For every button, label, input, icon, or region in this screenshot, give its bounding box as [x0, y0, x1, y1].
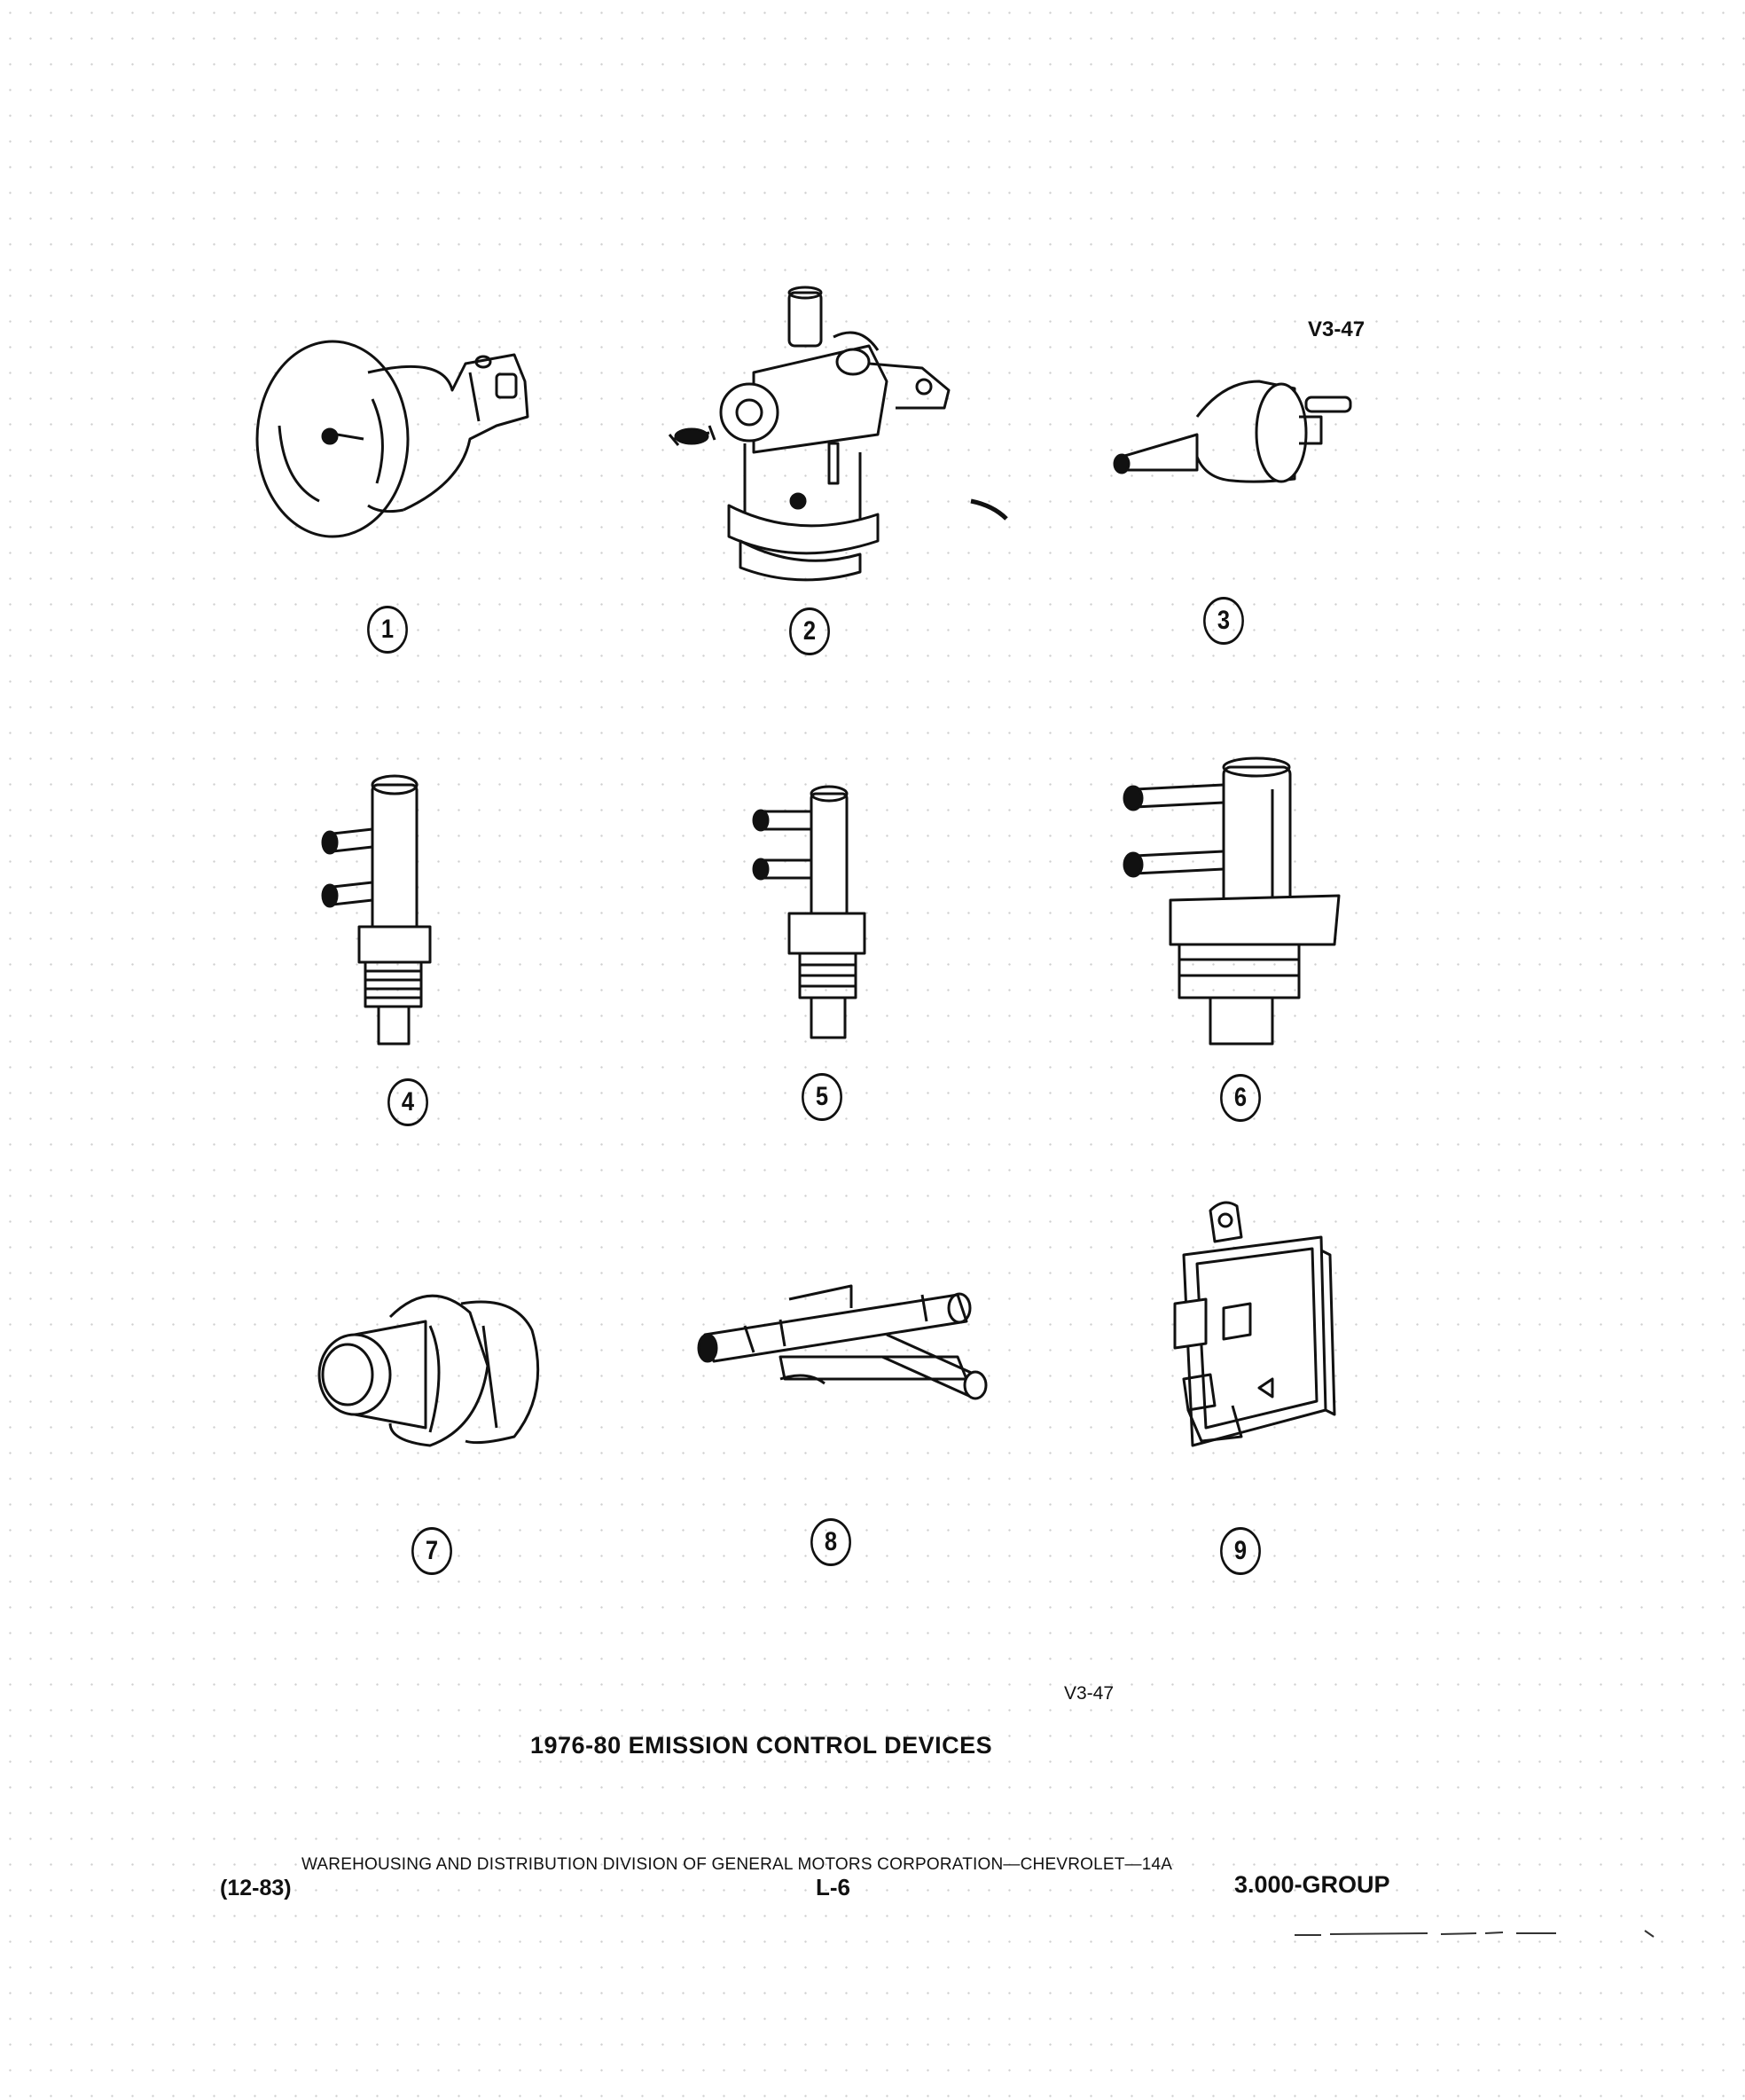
vacuum-diaphragm-drawing: [213, 293, 603, 612]
part-illustration-1: [213, 293, 603, 612]
callout-9: 9: [1220, 1527, 1261, 1575]
part-cell-6: [1099, 754, 1490, 1215]
footer-date-code: (12-83): [220, 1876, 292, 1900]
part-cell-5: [656, 763, 1046, 1224]
part-illustration-5: [656, 763, 1046, 1082]
part-cell-7: [231, 1224, 621, 1685]
thermal-vacuum-switch-drawing-3: [1099, 754, 1490, 1073]
air-switching-valve-drawing: [656, 275, 1046, 594]
callout-3: 3: [1203, 597, 1244, 645]
part-illustration-6: [1099, 754, 1490, 1073]
hose-fitting-drawing: [674, 1224, 1064, 1543]
part-illustration-8: [674, 1224, 1064, 1543]
part-illustration-9: [1117, 1188, 1507, 1508]
footer-group: 3.000-GROUP: [1234, 1871, 1390, 1898]
part-cell-8: [674, 1224, 1064, 1685]
part-cell-3: [1099, 293, 1490, 754]
footer-division-line: WAREHOUSING AND DISTRIBUTION DIVISION OF GENERAL MOTORS CORPORATION—CHEVROLET—14A: [301, 1855, 1173, 1874]
figure-reference-top: V3-47: [1308, 317, 1365, 341]
part-illustration-4: [213, 763, 603, 1082]
callout-7: 7: [411, 1527, 452, 1575]
part-cell-2: [656, 275, 1046, 736]
pcv-valve-drawing: [231, 1224, 621, 1543]
part-illustration-3: [1099, 293, 1490, 612]
callout-5: 5: [802, 1073, 842, 1121]
callout-2: 2: [789, 607, 830, 655]
callout-8: 8: [810, 1518, 851, 1566]
part-illustration-7: [231, 1224, 621, 1543]
scan-artifact-dashes: [1295, 1926, 1667, 1944]
thermal-vacuum-switch-drawing-1: [213, 763, 603, 1082]
check-valve-drawing: [1099, 293, 1490, 612]
callout-4: 4: [387, 1078, 428, 1126]
thermal-vacuum-switch-drawing-2: [656, 763, 1046, 1082]
part-illustration-2: [656, 275, 1046, 594]
figure-reference-bottom: V3-47: [1064, 1683, 1115, 1704]
part-cell-1: [213, 293, 603, 754]
part-cell-9: [1117, 1188, 1507, 1649]
callout-1: 1: [367, 606, 408, 654]
figure-title: 1976-80 EMISSION CONTROL DEVICES: [530, 1732, 993, 1759]
part-cell-4: [213, 763, 603, 1224]
callout-6: 6: [1220, 1074, 1261, 1122]
relay-switch-drawing: [1117, 1188, 1507, 1508]
footer-page-code: L-6: [816, 1874, 850, 1900]
